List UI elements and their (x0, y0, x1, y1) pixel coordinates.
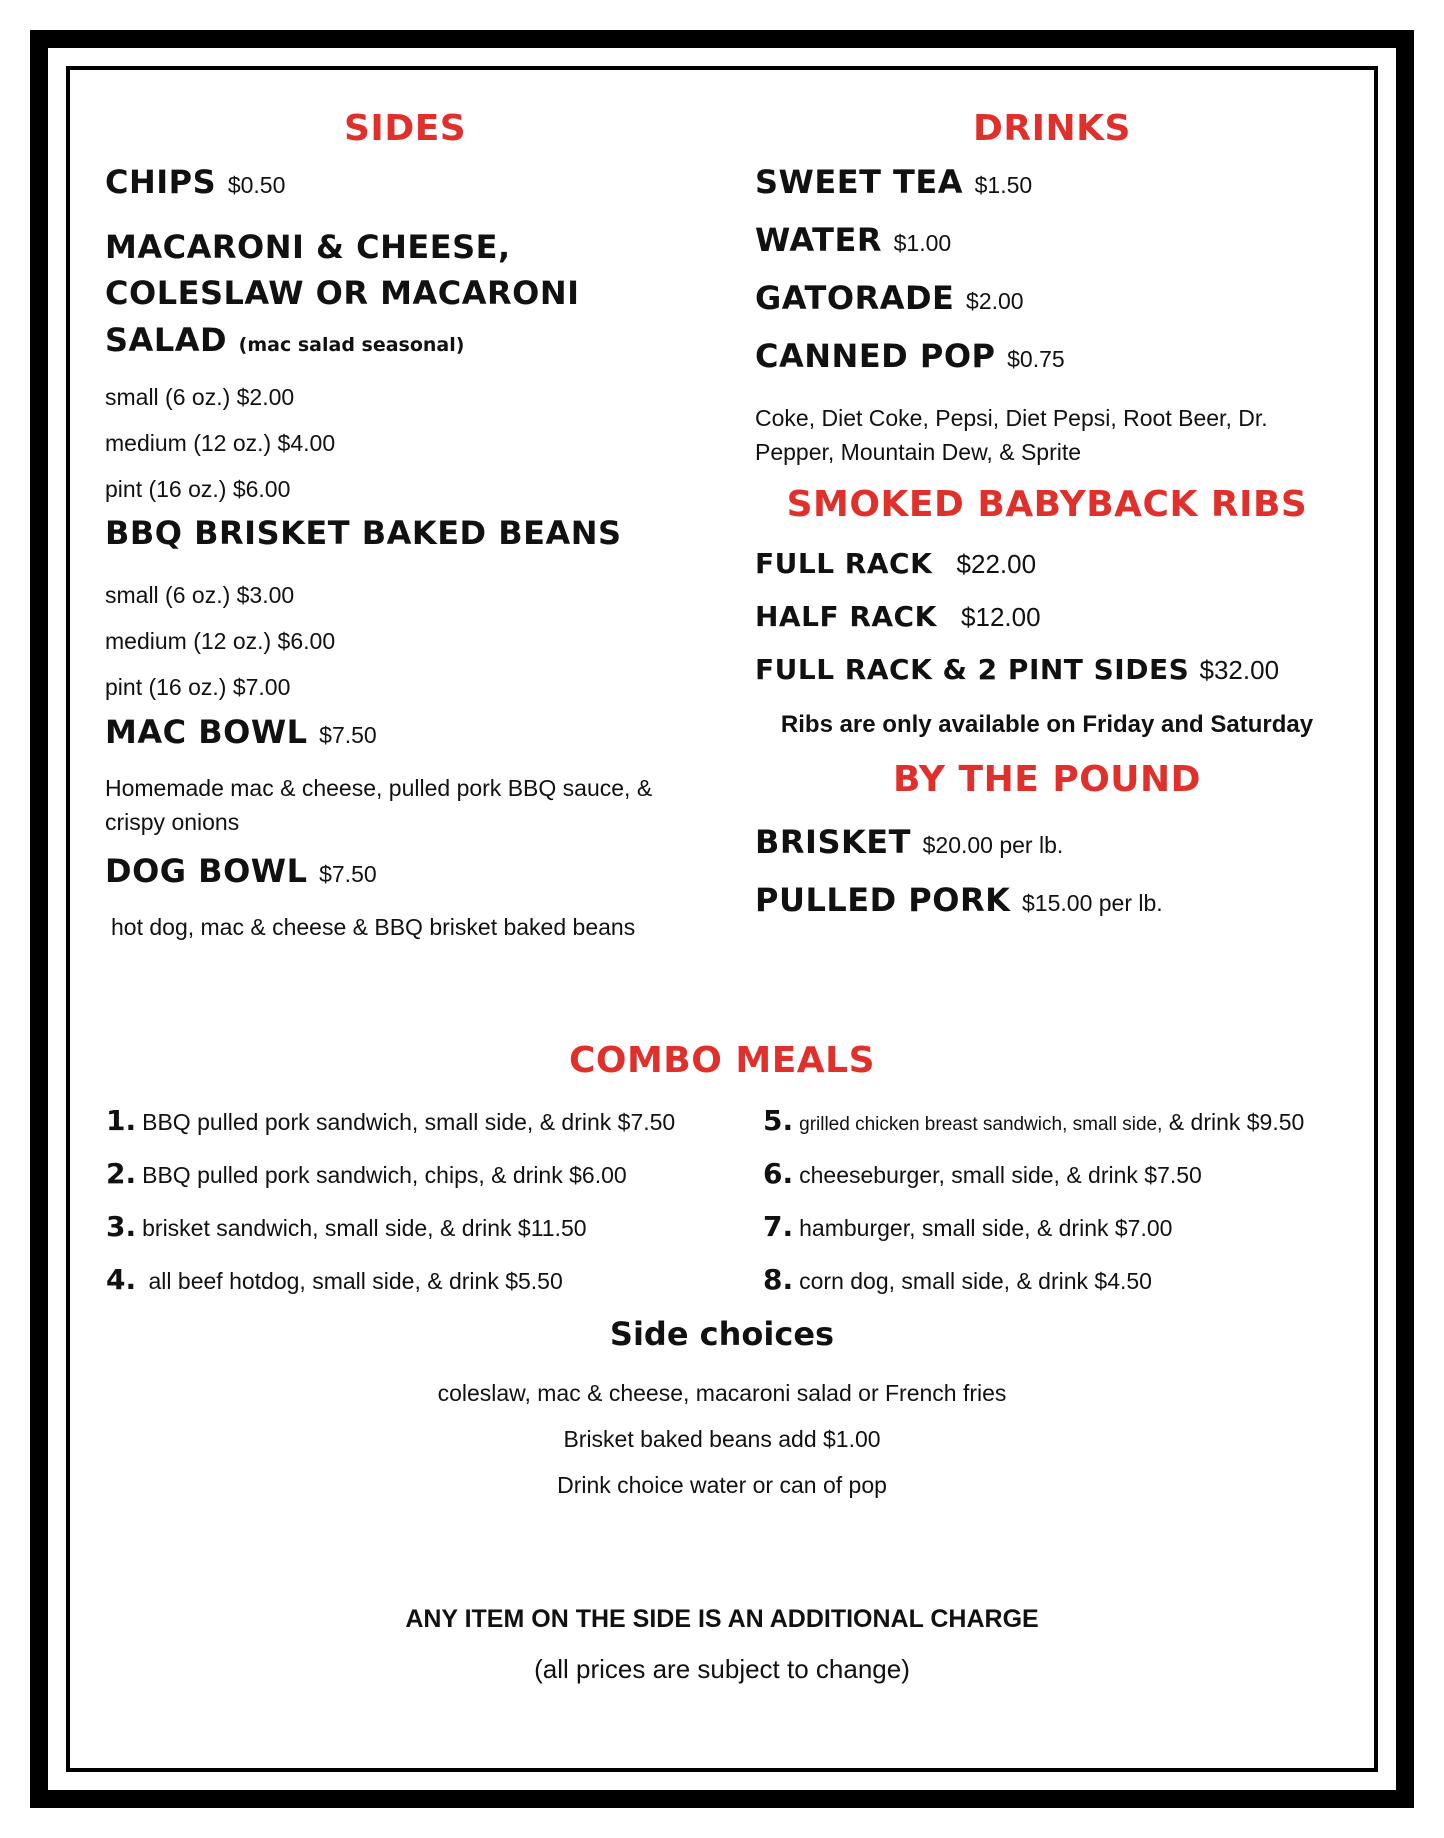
pound-heading: BY THE POUND (892, 759, 1202, 800)
pop-flavor-list: Coke, Diet Coke, Pepsi, Diet Pepsi, Root Beer, Dr. Pepper, Mountain Dew, & Sprite (755, 405, 1268, 465)
rib-price: $12.00 (961, 602, 1041, 632)
combo-text: BBQ pulled pork sandwich, small side, & drink $7.50 (142, 1109, 676, 1135)
drinks-heading: DRINKS (973, 108, 1131, 149)
combo-number: 1. (106, 1104, 137, 1137)
combo-item (106, 1157, 627, 1190)
rib-name: FULL RACK & 2 PINT SIDES (755, 653, 1190, 686)
size-option: pint (16 oz.) $7.00 (105, 674, 291, 700)
combo-number: 4. (106, 1263, 137, 1296)
drink-name: CANNED POP (755, 337, 996, 375)
combo-item (763, 1104, 1305, 1137)
combo-item (763, 1263, 1152, 1296)
rib-price: $32.00 (1199, 655, 1280, 685)
pound-price: $20.00 per lb. (922, 832, 1064, 858)
mac-salad-note: (mac salad seasonal) (238, 333, 465, 356)
combo-text: & drink $9.50 (1162, 1109, 1305, 1135)
rib-item (755, 600, 1041, 633)
mac-group-line1: MACARONI & CHEESE, (105, 228, 511, 266)
drink-price: $1.00 (893, 230, 952, 256)
size-option: medium (12 oz.) $4.00 (105, 430, 336, 456)
rib-name: FULL RACK (755, 547, 933, 580)
combo-item (106, 1104, 676, 1137)
chips-price: $0.50 (227, 172, 286, 198)
price-disclaimer: (all prices are subject to change) (534, 1654, 910, 1684)
mac-group-title (105, 224, 580, 363)
rib-name: HALF RACK (755, 600, 937, 633)
drink-item (755, 279, 1024, 317)
rib-item (755, 547, 1037, 580)
chips-item (105, 163, 286, 201)
drink-item (755, 337, 1065, 375)
drink-price: $0.75 (1007, 346, 1065, 372)
mac-bowl-description: Homemade mac & cheese, pulled pork BBQ sauce, & crispy onions (105, 775, 653, 835)
beans-name: BBQ BRISKET BAKED BEANS (105, 514, 622, 552)
combo-item (106, 1263, 563, 1296)
combo-text: brisket sandwich, small side, & drink $11.50 (142, 1215, 587, 1241)
pound-name: BRISKET (755, 823, 911, 861)
ribs-heading: SMOKED BABYBACK RIBS (786, 484, 1308, 525)
combo-number: 7. (763, 1210, 794, 1243)
size-option: medium (12 oz.) $6.00 (105, 628, 336, 654)
combo-item (763, 1157, 1202, 1190)
size-option: pint (16 oz.) $6.00 (105, 476, 291, 502)
drink-name: WATER (755, 221, 882, 259)
beans-sizes (105, 572, 335, 710)
combo-text: BBQ pulled pork sandwich, chips, & drink $6.00 (142, 1162, 627, 1188)
combo-number: 6. (763, 1157, 794, 1190)
combo-text: cheeseburger, small side, & drink $7.50 (799, 1162, 1202, 1188)
drink-price: $1.50 (974, 172, 1033, 198)
mac-group-line3: SALAD (105, 320, 228, 359)
additional-charge-notice: ANY ITEM ON THE SIDE IS AN ADDITIONAL CHARGE (405, 1605, 1039, 1633)
pound-item (755, 881, 1163, 919)
dog-bowl-description: hot dog, mac & cheese & BBQ brisket baked beans (111, 914, 636, 940)
side-choices-list (0, 1370, 1444, 1508)
drink-item (755, 163, 1033, 201)
rib-item (755, 653, 1280, 686)
ribs-availability-note: Ribs are only available on Friday and Saturday (780, 711, 1314, 738)
combo-text-small: grilled chicken breast sandwich, small side, (799, 1114, 1163, 1135)
side-choice-line: Drink choice water or can of pop (557, 1472, 887, 1498)
combo-item (763, 1210, 1173, 1243)
side-choices-heading: Side choices (609, 1315, 835, 1353)
combo-number: 5. (763, 1104, 794, 1137)
dog-bowl-price: $7.50 (319, 861, 377, 887)
sides-heading: SIDES (344, 108, 467, 149)
combo-number: 3. (106, 1210, 137, 1243)
drink-name: GATORADE (755, 279, 955, 317)
combo-number: 2. (106, 1157, 137, 1190)
size-option: small (6 oz.) $2.00 (105, 384, 295, 410)
combo-text: corn dog, small side, & drink $4.50 (799, 1268, 1152, 1294)
combo-text: all beef hotdog, small side, & drink $5.50 (142, 1268, 563, 1294)
combo-item (106, 1210, 587, 1243)
dog-bowl-name: DOG BOWL (105, 852, 308, 890)
combo-number: 8. (763, 1263, 794, 1296)
mac-group-line3-wrap (105, 317, 580, 363)
size-option: small (6 oz.) $3.00 (105, 582, 295, 608)
drink-name: SWEET TEA (755, 163, 963, 201)
combo-heading: COMBO MEALS (568, 1040, 876, 1081)
side-choice-line: coleslaw, mac & cheese, macaroni salad or French fries (437, 1380, 1007, 1406)
pound-item (755, 823, 1064, 861)
pound-name: PULLED PORK (755, 881, 1011, 919)
drink-price: $2.00 (966, 288, 1024, 314)
chips-name: CHIPS (105, 163, 217, 201)
drink-item (755, 221, 952, 259)
mac-bowl-price: $7.50 (319, 722, 377, 748)
side-choice-line: Brisket baked beans add $1.00 (563, 1426, 881, 1452)
rib-price: $22.00 (956, 549, 1037, 579)
mac-bowl-name: MAC BOWL (105, 713, 308, 751)
mac-group-line2: COLESLAW OR MACARONI (105, 274, 580, 313)
dog-bowl-item (105, 852, 377, 890)
combo-text: hamburger, small side, & drink $7.00 (799, 1215, 1173, 1241)
pound-price: $15.00 per lb. (1022, 890, 1163, 916)
